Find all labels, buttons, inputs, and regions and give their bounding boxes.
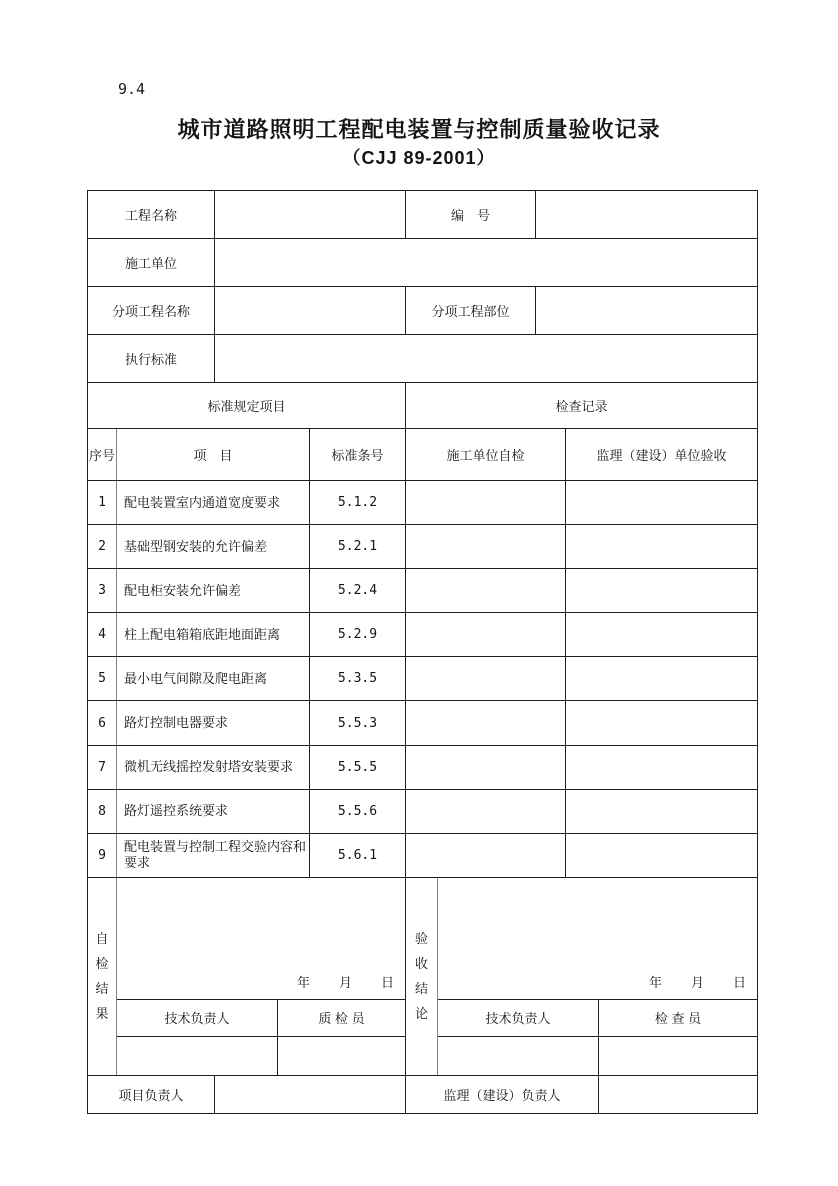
sub-project-name-field[interactable]	[215, 287, 406, 334]
sub-project-part-field[interactable]	[536, 287, 757, 334]
row-clause: 5.5.5	[310, 746, 406, 789]
table-row	[88, 481, 757, 525]
row-clause: 5.6.1	[310, 834, 406, 877]
group-header-standard-items: 标准规定项目	[88, 383, 406, 428]
self-check-sign-header-row	[117, 1000, 405, 1037]
row-item: 微机无线摇控发射塔安装要求	[117, 746, 310, 789]
row-seq: 7	[88, 746, 117, 789]
table-row	[88, 834, 757, 878]
info-row-construction-unit	[88, 239, 757, 287]
column-header-seq: 序号	[88, 429, 117, 480]
sub-project-name-label: 分项工程名称	[88, 287, 215, 334]
self-check-qc-signature-field[interactable]	[278, 1037, 405, 1075]
table-row	[88, 790, 757, 834]
acceptance-tech-lead-label: 技术负责人	[438, 1000, 599, 1036]
table-row	[88, 657, 757, 701]
row-supervisor-check-field[interactable]	[566, 790, 757, 833]
standard-field[interactable]	[215, 335, 757, 382]
acceptance-content-row	[438, 878, 757, 1000]
document-title-line1: 城市道路照明工程配电装置与控制质量验收记录	[177, 117, 661, 142]
project-lead-label: 项目负责人	[88, 1076, 215, 1113]
self-check-result-label-text: 自检结果	[95, 931, 109, 1022]
column-header-row	[88, 429, 757, 481]
row-self-check-field[interactable]	[406, 657, 566, 700]
row-self-check-field[interactable]	[406, 525, 566, 568]
row-seq: 6	[88, 701, 117, 744]
group-header-check-record: 检查记录	[555, 399, 608, 414]
row-self-check-field[interactable]	[406, 790, 566, 833]
row-item: 柱上配电箱箱底距地面距离	[117, 613, 310, 656]
acceptance-record-table	[87, 190, 758, 1114]
row-self-check-field[interactable]	[406, 746, 566, 789]
self-check-tech-lead-label: 技术负责人	[117, 1000, 278, 1036]
column-header-clause: 标准条号	[310, 429, 406, 480]
footer-row	[88, 1076, 757, 1113]
row-seq: 3	[88, 569, 117, 612]
column-header-supervisor-check: 监理（建设）单位验收	[596, 448, 727, 463]
supervisor-lead-signature-field[interactable]	[599, 1076, 757, 1113]
supervisor-lead-label: 监理（建设）负责人	[406, 1076, 599, 1113]
standard-label: 执行标准	[88, 335, 215, 382]
info-row-standard	[88, 335, 757, 383]
column-header-self-check: 施工单位自检	[406, 429, 566, 480]
row-item: 基础型钢安装的允许偏差	[117, 525, 310, 568]
row-supervisor-check-field[interactable]	[566, 834, 757, 877]
row-item: 配电装置室内通道宽度要求	[117, 481, 310, 524]
row-seq: 8	[88, 790, 117, 833]
row-seq: 5	[88, 657, 117, 700]
row-item: 配电柜安装允许偏差	[117, 569, 310, 612]
acceptance-date-label: 年 月 日	[648, 974, 747, 990]
acceptance-sign-header-row	[438, 1000, 757, 1037]
self-check-result-label	[88, 878, 117, 1075]
self-check-date-label: 年 月 日	[296, 974, 395, 990]
row-supervisor-check-field[interactable]	[566, 525, 757, 568]
acceptance-conclusion-area	[438, 878, 757, 1075]
self-check-content-field[interactable]	[117, 878, 405, 999]
row-item: 路灯遥控系统要求	[117, 790, 310, 833]
row-seq: 2	[88, 525, 117, 568]
row-self-check-field[interactable]	[406, 701, 566, 744]
row-clause: 5.3.5	[310, 657, 406, 700]
row-supervisor-check-field[interactable]	[566, 613, 757, 656]
acceptance-content-field[interactable]	[438, 878, 757, 999]
self-check-sign-row	[117, 1037, 405, 1075]
self-check-qc-label: 质 检 员	[318, 1011, 365, 1027]
table-row	[88, 613, 757, 657]
project-name-field[interactable]	[215, 191, 406, 238]
self-check-result-area	[117, 878, 406, 1075]
project-lead-signature-field[interactable]	[215, 1076, 406, 1113]
number-field[interactable]	[536, 191, 757, 238]
document-title-line2: （CJJ 89-2001）	[342, 147, 496, 168]
row-self-check-field[interactable]	[406, 481, 566, 524]
table-row	[88, 569, 757, 613]
row-supervisor-check-field[interactable]	[566, 569, 757, 612]
info-row-project-name	[88, 191, 757, 239]
acceptance-checker-signature-field[interactable]	[599, 1037, 757, 1075]
acceptance-conclusion-label-text: 验收结论	[415, 931, 429, 1022]
table-row	[88, 701, 757, 745]
acceptance-checker-label: 检 查 员	[654, 1011, 702, 1027]
info-row-sub-project	[88, 287, 757, 335]
row-item: 最小电气间隙及爬电距离	[117, 657, 310, 700]
row-supervisor-check-field[interactable]	[566, 481, 757, 524]
row-supervisor-check-field[interactable]	[566, 701, 757, 744]
row-supervisor-check-field[interactable]	[566, 746, 757, 789]
construction-unit-label: 施工单位	[88, 239, 215, 286]
group-header-row	[88, 383, 757, 429]
acceptance-sign-row	[438, 1037, 757, 1075]
number-label: 编 号	[406, 191, 536, 238]
row-clause: 5.2.9	[310, 613, 406, 656]
document-title	[0, 116, 838, 169]
acceptance-tech-lead-signature-field[interactable]	[438, 1037, 599, 1075]
row-supervisor-check-field[interactable]	[566, 657, 757, 700]
row-seq: 1	[88, 481, 117, 524]
self-check-tech-lead-signature-field[interactable]	[117, 1037, 278, 1075]
row-item: 配电装置与控制工程交验内容和要求	[117, 834, 310, 877]
row-clause: 5.5.6	[310, 790, 406, 833]
row-clause: 5.1.2	[310, 481, 406, 524]
row-seq: 4	[88, 613, 117, 656]
section-number: 9.4	[118, 80, 146, 98]
row-self-check-field[interactable]	[406, 569, 566, 612]
self-check-content-row	[117, 878, 405, 1000]
table-row	[88, 746, 757, 790]
result-section	[88, 878, 757, 1076]
project-name-label: 工程名称	[88, 191, 215, 238]
row-clause: 5.5.3	[310, 701, 406, 744]
row-clause: 5.2.4	[310, 569, 406, 612]
acceptance-conclusion-label	[406, 878, 438, 1075]
sub-project-part-label: 分项工程部位	[406, 287, 536, 334]
column-header-item: 项 目	[117, 429, 310, 480]
row-seq: 9	[88, 834, 117, 877]
row-self-check-field[interactable]	[406, 613, 566, 656]
table-row	[88, 525, 757, 569]
row-item: 路灯控制电器要求	[117, 701, 310, 744]
construction-unit-field[interactable]	[215, 239, 757, 286]
row-self-check-field[interactable]	[406, 834, 566, 877]
row-clause: 5.2.1	[310, 525, 406, 568]
